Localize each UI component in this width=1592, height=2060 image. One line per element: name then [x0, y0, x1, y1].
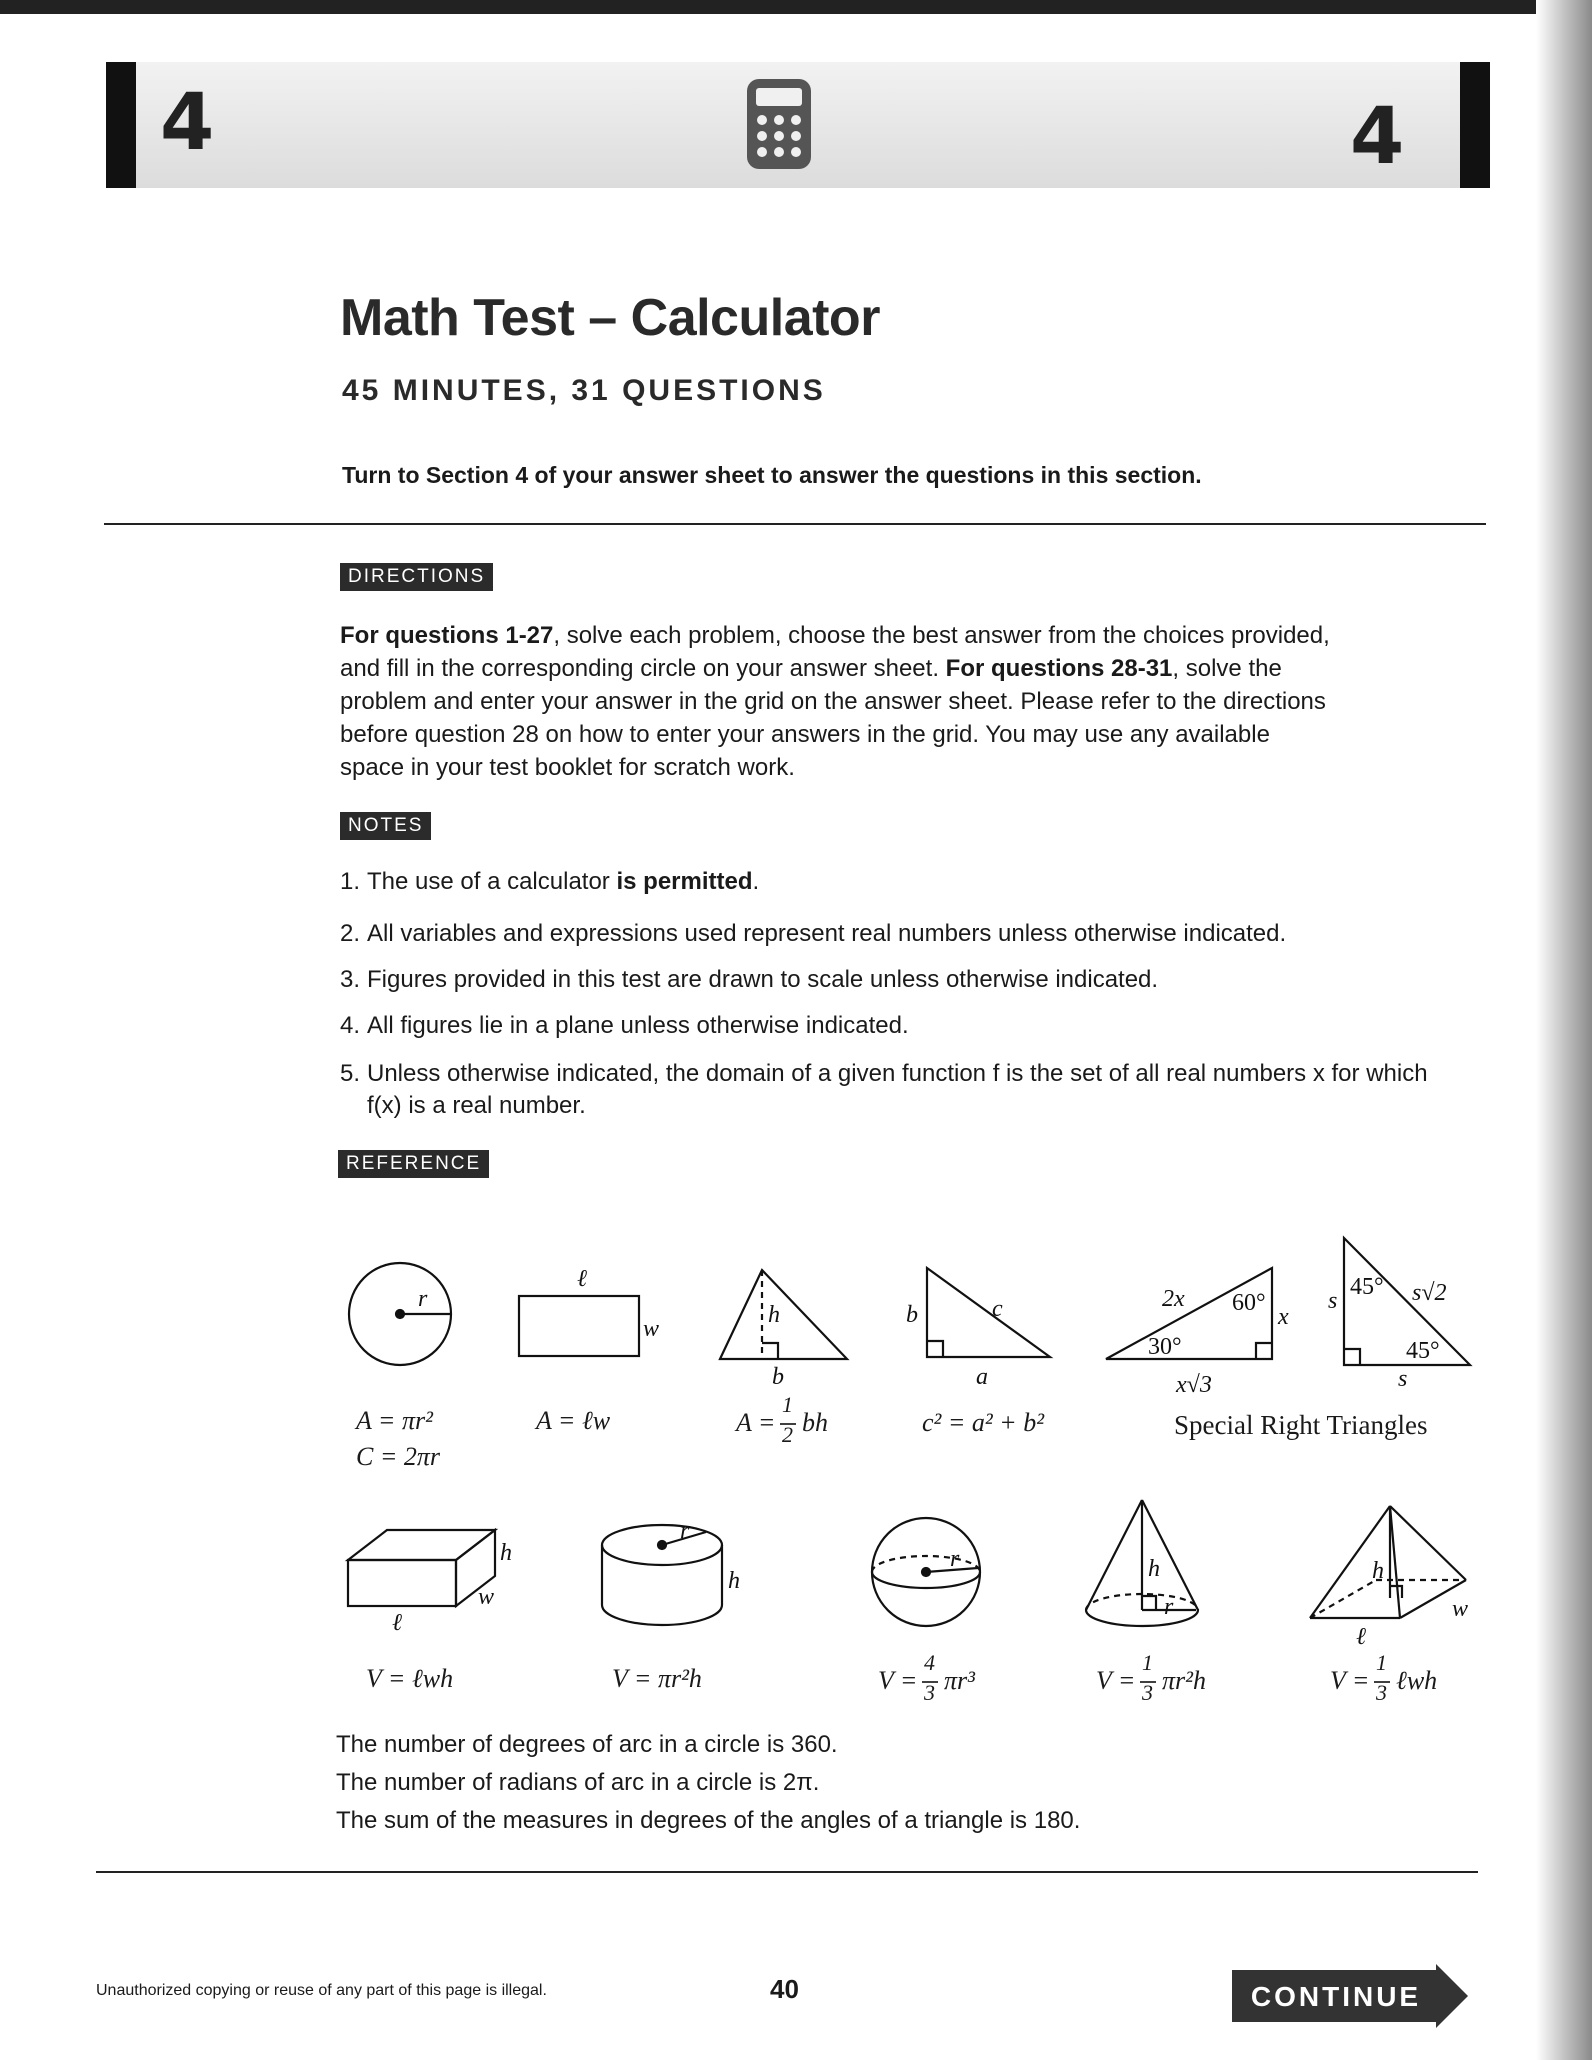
- note-number: 3.: [340, 966, 361, 993]
- directions-text-1: , solve each problem, choose the best answer from the choices provided, and fill in the corresponding circle on your answer sheet.: [340, 622, 1330, 682]
- triangle-area-numerator: 1: [782, 1392, 793, 1417]
- pyramid-volume-formula-left: V =: [1330, 1666, 1370, 1695]
- thirty-degree-label: 30°: [1148, 1334, 1182, 1360]
- note-bold: is permitted: [616, 868, 753, 895]
- note-number: 5.: [340, 1060, 361, 1087]
- reference-fact: The number of degrees of arc in a circle is 360.: [336, 1731, 838, 1758]
- right-triangle-b-label: b: [906, 1302, 918, 1328]
- box-figure: [348, 1530, 512, 1636]
- reference-fact: The sum of the measures in degrees of the angles of a triangle is 180.: [336, 1807, 1081, 1834]
- note-text: Figures provided in this test are drawn to scale unless otherwise indicated.: [367, 966, 1159, 993]
- pythagorean-formula: c² = a² + b²: [922, 1408, 1045, 1437]
- pyramid-figure: [1310, 1506, 1468, 1650]
- circle-figure: [349, 1263, 451, 1365]
- rect-width-label: w: [643, 1316, 660, 1342]
- reference-fact: The number of radians of arc in a circle is 2π.: [336, 1769, 820, 1796]
- cone-radius-label: r: [1164, 1594, 1174, 1620]
- continue-arrow: [1232, 1964, 1472, 2028]
- directions-text-2: , solve the problem and enter your answer in the grid on the answer sheet. Please refer to the directions before question 28 on how to enter your answers in the grid. You may use any available space in your test booklet for scratch work.: [340, 655, 1326, 781]
- rect-length-label: ℓ: [577, 1266, 587, 1292]
- page-subtitle: 45 MINUTES, 31 QUESTIONS: [342, 374, 826, 407]
- cone-volume-formula-right: πr²h: [1162, 1666, 1206, 1695]
- circle-radius-label: r: [418, 1286, 428, 1312]
- answer-sheet-instruction: Turn to Section 4 of your answer sheet to answer the questions in this section.: [342, 462, 1202, 488]
- note-text: All figures lie in a plane unless otherwise indicated.: [367, 1012, 909, 1039]
- triangle-30-60-90: [1106, 1268, 1289, 1398]
- cone-volume-denominator: 3: [1142, 1680, 1153, 1705]
- cylinder-radius-label: r: [680, 1518, 690, 1544]
- s-side-bottom-label: s: [1398, 1366, 1408, 1392]
- x-root3-label: x√3: [1176, 1372, 1212, 1398]
- top-rule: [0, 0, 1592, 14]
- copyright-notice: Unauthorized copying or reuse of any part of this page is illegal.: [96, 1982, 547, 1999]
- cone-volume-numerator: 1: [1142, 1650, 1153, 1675]
- note-number: 4.: [340, 1012, 361, 1039]
- s-root2-label: s√2: [1412, 1280, 1447, 1306]
- rectangle-area-formula: A = ℓw: [536, 1406, 611, 1435]
- sphere-volume-formula-right: πr³: [944, 1666, 975, 1695]
- note-number: 1.: [340, 868, 361, 895]
- note-item: [340, 964, 1447, 996]
- directions-text: [340, 619, 1340, 784]
- sphere-figure: [872, 1518, 980, 1626]
- triangle-area-denominator: 2: [782, 1422, 793, 1447]
- directions-bold-2: For questions 28-31: [945, 655, 1173, 682]
- note-item: [340, 1058, 1437, 1122]
- box-length-label: ℓ: [392, 1610, 402, 1636]
- two-x-label: 2x: [1162, 1286, 1185, 1312]
- sphere-volume-formula-left: V =: [878, 1666, 918, 1695]
- section-number-left: 4: [160, 78, 215, 168]
- forty-five-top-label: 45°: [1350, 1274, 1384, 1300]
- page-title: Math Test – Calculator: [340, 289, 880, 347]
- note-text: All variables and expressions used represent real numbers unless otherwise indicated.: [367, 920, 1287, 947]
- calculator-icon: [744, 76, 814, 172]
- x-side-label: x: [1278, 1304, 1289, 1330]
- forty-five-bottom-label: 45°: [1406, 1338, 1440, 1364]
- directions-bold-1: For questions 1-27: [340, 622, 554, 649]
- note-text: The use of a calculator: [367, 868, 617, 895]
- sixty-degree-label: 60°: [1232, 1290, 1266, 1316]
- cylinder-figure: [602, 1518, 740, 1625]
- sphere-radius-label: r: [950, 1546, 960, 1572]
- triangle-45-45-90: [1328, 1238, 1470, 1392]
- note-item: [340, 1010, 1447, 1042]
- cone-volume-formula-left: V =: [1096, 1666, 1136, 1695]
- note-text: Unless otherwise indicated, the domain of a given function f is the set of all real numbers x for which f(x) is a real number.: [367, 1060, 1428, 1119]
- divider-top: [104, 523, 1486, 525]
- divider-bottom: [96, 1871, 1478, 1873]
- cylinder-height-label: h: [728, 1568, 740, 1594]
- special-right-triangles-label: Special Right Triangles: [1174, 1410, 1428, 1440]
- directions-badge: DIRECTIONS: [340, 563, 493, 591]
- section-marker-left: [106, 62, 136, 188]
- box-height-label: h: [500, 1540, 512, 1566]
- cone-height-label: h: [1148, 1556, 1160, 1582]
- sphere-volume-denominator: 3: [924, 1680, 935, 1705]
- reference-badge: REFERENCE: [338, 1150, 489, 1178]
- triangle-area-formula-left: A =: [736, 1408, 776, 1437]
- pyramid-width-label: w: [1452, 1596, 1469, 1622]
- triangle-height-label: h: [768, 1302, 780, 1328]
- circle-circumference-formula: C = 2πr: [356, 1442, 441, 1471]
- pyramid-volume-formula-right: ℓwh: [1396, 1666, 1438, 1695]
- section-marker-right: [1460, 62, 1490, 188]
- pyramid-volume-denominator: 3: [1376, 1680, 1387, 1705]
- note-item: [340, 918, 1447, 950]
- pyramid-height-label: h: [1372, 1558, 1384, 1584]
- right-triangle-c-label: c: [992, 1296, 1003, 1322]
- cylinder-volume-formula: V = πr²h: [612, 1664, 702, 1693]
- circle-area-formula: A = πr²: [356, 1406, 433, 1435]
- triangle-area-formula-right: bh: [802, 1408, 828, 1437]
- pyramid-volume-numerator: 1: [1376, 1650, 1387, 1675]
- page-edge-shadow: [1536, 0, 1592, 2060]
- pyramid-length-label: ℓ: [1356, 1624, 1366, 1650]
- sphere-volume-numerator: 4: [924, 1650, 935, 1675]
- continue-label: CONTINUE: [1250, 1981, 1422, 2012]
- rectangle-figure: [519, 1266, 659, 1356]
- note-tail: .: [752, 868, 760, 895]
- s-side-left-label: s: [1328, 1288, 1338, 1314]
- right-triangle-a-label: a: [976, 1364, 988, 1390]
- triangle-figure: [720, 1270, 847, 1390]
- note-number: 2.: [340, 920, 361, 947]
- box-volume-formula: V = ℓwh: [366, 1664, 454, 1693]
- note-item: [340, 866, 1447, 898]
- notes-badge: NOTES: [340, 812, 431, 840]
- page-number: 40: [770, 1974, 799, 2004]
- right-triangle-figure: [906, 1268, 1050, 1390]
- section-number-right: 4: [1350, 92, 1405, 182]
- triangle-base-label: b: [772, 1364, 784, 1390]
- cone-figure: [1084, 1500, 1200, 1626]
- box-width-label: w: [478, 1584, 495, 1610]
